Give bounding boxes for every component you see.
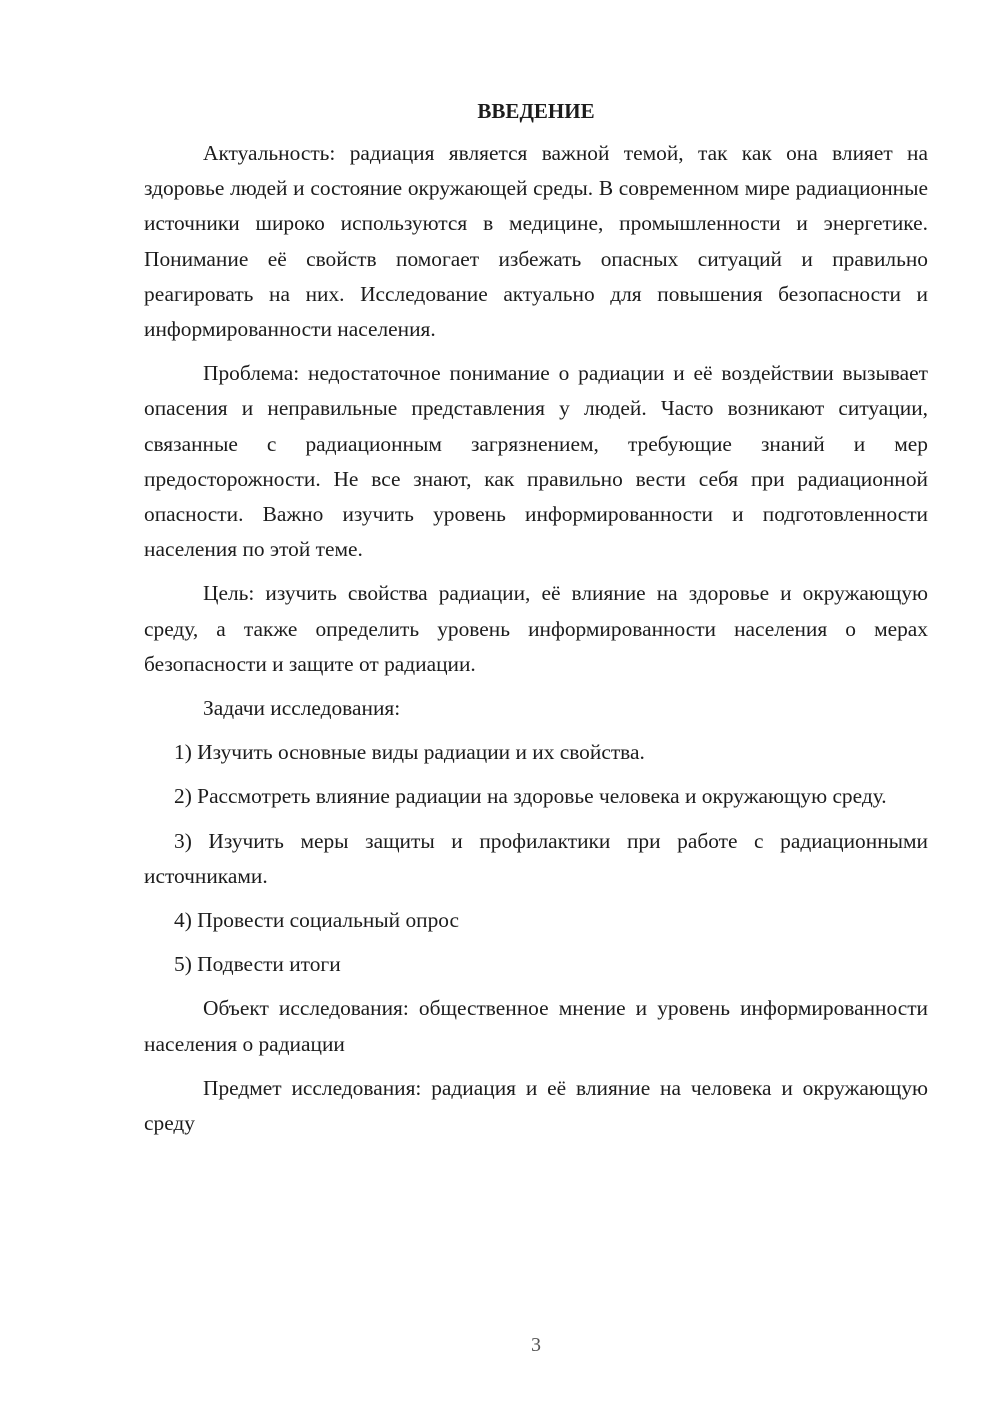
research-subject-paragraph: Предмет исследования: радиация и её влияние на человека и окружающую среду [144,1075,928,1136]
page-number: 3 [531,1334,541,1356]
task-item-5: 5) Подвести итоги [174,952,341,977]
section-title: ВВЕДЕНИЕ [477,99,595,123]
task-item-4: 4) Провести социальный опрос [174,908,460,933]
research-object-paragraph: Объект исследования: общественное мнение и уровень информированности населения о радиации [144,996,928,1056]
tasks-heading: Задачи исследования: [203,696,401,721]
task-item-1: 1) Изучить основные виды радиации и их свойства. [174,740,645,765]
page-content [144,97,928,1150]
task-item-3: 3) Изучить меры защиты и профилактики при работе с радиационными источниками. [144,828,928,888]
relevance-paragraph: Актуальность: радиация является важной темой, так как она влияет на здоровье людей и состояние окружающей среды. В современном мире радиационные источники широко используются в медицине, промышленности и энергетике. Понимание её свойств помогает избежать опасных ситуаций и правильно реагировать на них. Исследование актуально для повышения безопасности и информированности населения. [144,141,928,342]
goal-paragraph: Цель: изучить свойства радиации, её влияние на здоровье и окружающую среду, а также определить уровень информированности населения о мерах безопасности и защите от радиации. [144,581,928,676]
task-item-2: 2) Рассмотреть влияние радиации на здоровье человека и окружающую среду. [174,784,887,809]
problem-paragraph: Проблема: недостаточное понимание о радиации и её воздействии вызывает опасения и неправильные представления у людей. Часто возникают ситуации, связанные с радиационным загрязнением, требующие знаний и мер предосторожности. Не все знают, как правильно вести себя при радиационной опасности. Важно изучить уровень информированности и подготовленности населения по этой теме. [144,361,928,562]
